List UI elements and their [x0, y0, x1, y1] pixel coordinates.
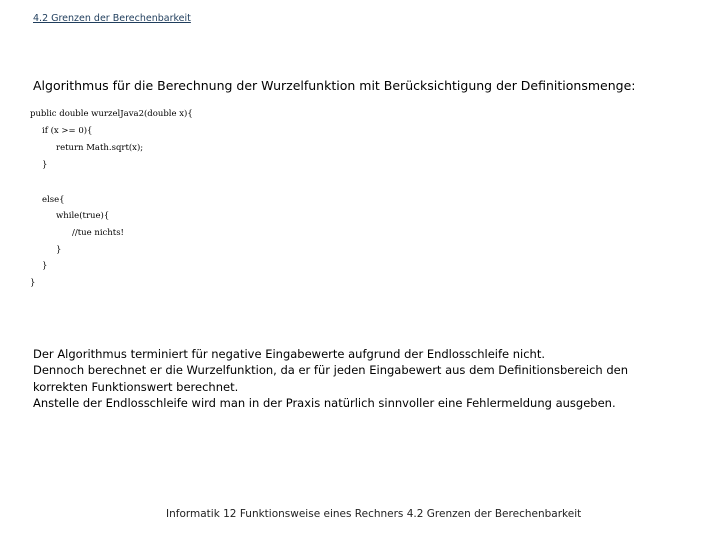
code-line: else{	[42, 195, 65, 205]
explanation-line: Der Algorithmus terminiert für negative Eingabewerte aufgrund der Endlosschleife nicht.	[33, 347, 546, 361]
code-line: }	[42, 160, 48, 170]
explanation-line: Dennoch berechnet er die Wurzelfunktion, da er für jeden Eingabewert aus dem Definitionsbereich den	[33, 363, 629, 378]
explanation-text	[33, 346, 673, 411]
code-line: while(true){	[56, 211, 110, 221]
footer-text: Informatik 12 Funktionsweise eines Rechners 4.2 Grenzen der Berechenbarkeit	[166, 508, 582, 520]
explanation-line: Anstelle der Endlosschleife wird man in der Praxis natürlich sinnvoller eine Fehlermeldung ausgeben.	[33, 395, 616, 410]
explanation-line: korrekten Funktionswert berechnet.	[33, 379, 239, 394]
code-line: //tue nichts!	[72, 228, 124, 238]
page-heading: Algorithmus für die Berechnung der Wurzelfunktion mit Berücksichtigung der Definitionsmenge:	[33, 78, 636, 93]
code-line: if (x >= 0){	[42, 126, 93, 136]
code-line: }	[42, 261, 48, 271]
code-line: }	[56, 245, 62, 255]
code-line: return Math.sqrt(x);	[56, 143, 144, 153]
code-line: public double wurzelJava2(double x){	[30, 109, 193, 119]
code-line: }	[30, 278, 36, 288]
breadcrumb-link[interactable]: 4.2 Grenzen der Berechenbarkeit	[33, 13, 191, 24]
